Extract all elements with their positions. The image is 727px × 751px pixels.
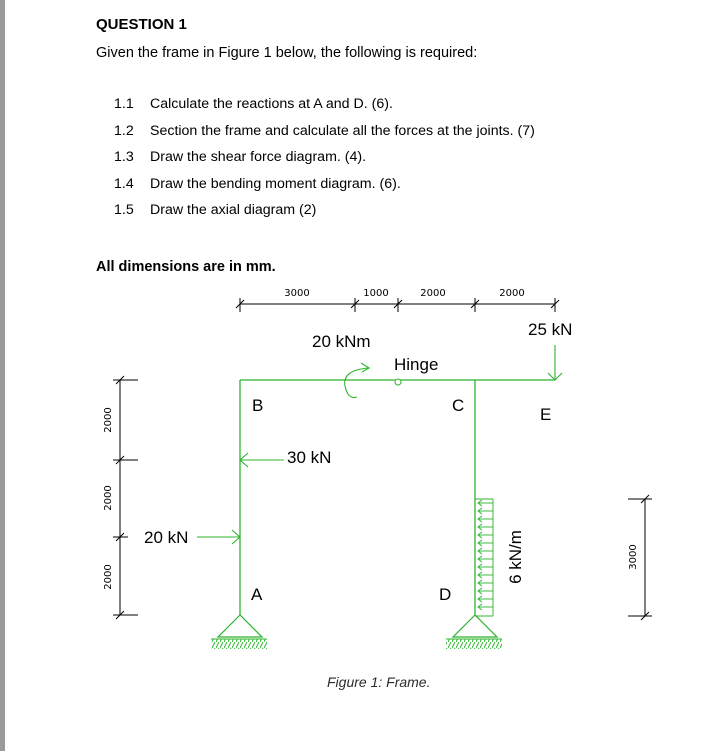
task-number: 1.2 — [114, 122, 134, 139]
hinge-symbol — [395, 379, 401, 385]
task-number: 1.5 — [114, 202, 134, 219]
point-load-a-arrow — [197, 530, 240, 544]
node-label-e: E — [540, 405, 552, 424]
top-dimension-2: 1000 — [363, 288, 389, 299]
support-a — [211, 615, 267, 649]
node-label-b: B — [252, 396, 264, 415]
question-title: QUESTION 1 — [96, 16, 187, 33]
point-load-a-label: 20 kN — [144, 528, 189, 547]
top-dimension-3: 2000 — [420, 288, 446, 299]
question-intro: Given the frame in Figure 1 below, the following is required: — [96, 45, 478, 61]
node-label-d: D — [439, 585, 452, 604]
distributed-load — [475, 499, 493, 616]
support-d — [446, 615, 502, 649]
task-text: Draw the shear force diagram. (4). — [150, 149, 367, 166]
moment-label: 20 kNm — [312, 332, 371, 351]
task-text: Draw the bending moment diagram. (6). — [150, 175, 401, 192]
task-text: Section the frame and calculate all the forces at the joints. (7) — [150, 122, 535, 139]
node-label-a: A — [251, 585, 263, 604]
top-dimension-4: 2000 — [499, 288, 525, 299]
distributed-load-label: 6 kN/m — [506, 530, 525, 584]
point-load-e-label: 25 kN — [528, 320, 573, 339]
hinge-label: Hinge — [394, 355, 439, 374]
left-dimension-2: 2000 — [103, 485, 114, 511]
node-label-c: C — [452, 396, 465, 415]
dimensions-note: All dimensions are in mm. — [96, 259, 276, 275]
point-load-b-arrow — [240, 453, 284, 467]
task-number: 1.3 — [114, 149, 134, 166]
point-load-e-arrow — [548, 345, 562, 380]
right-dimension: 3000 — [628, 544, 639, 570]
task-text: Draw the axial diagram (2) — [150, 202, 317, 219]
left-dimension-1: 2000 — [103, 407, 114, 433]
point-load-b-label: 30 kN — [287, 448, 332, 467]
top-dimension-1: 3000 — [284, 288, 310, 299]
left-dimension-line — [113, 376, 138, 619]
task-number: 1.1 — [114, 96, 134, 112]
task-number: 1.4 — [114, 175, 134, 192]
left-dimension-3: 2000 — [103, 564, 114, 590]
top-dimension-line — [236, 298, 559, 312]
task-text: Calculate the reactions at A and D. (6). — [150, 96, 393, 112]
figure-caption: Figure 1: Frame. — [327, 674, 431, 690]
